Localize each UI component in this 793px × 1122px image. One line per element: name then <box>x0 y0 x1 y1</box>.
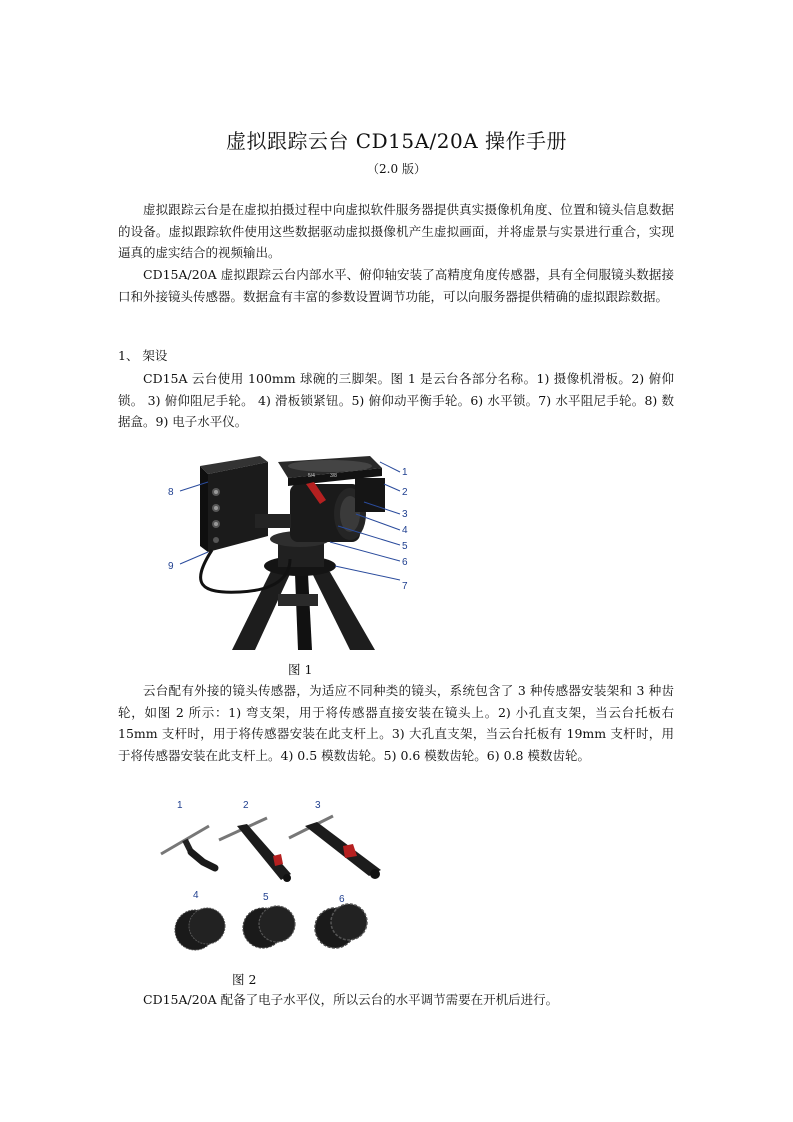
fig1-label-6: 6 <box>402 557 408 568</box>
fig1-label-1: 1 <box>402 467 408 478</box>
intro-paragraph-2: CD15A/20A 虚拟跟踪云台内部水平、俯仰轴安装了高精度角度传感器，具有全伺服镜头数据接口和外接镜头传感器。数据盒有丰富的参数设置调节功能，可以向服务器提供精确的虚拟跟踪数据。 <box>118 267 674 304</box>
fig1-label-9: 9 <box>168 561 174 572</box>
gear-0-8-module <box>315 904 367 948</box>
plate-mark-right: 3/8 <box>330 473 337 479</box>
fig2-label-5: 5 <box>263 892 269 903</box>
intro-paragraph-1: 虚拟跟踪云台是在虚拟拍摄过程中向虚拟软件服务器提供真实摄像机角度、位置和镜头信息数据的设备。虚拟跟踪软件使用这些数据驱动虚拟摄像机产生虚拟画面，并将虚景与实景进行重合，实现逼真的虚实结合的视频输出。 <box>118 202 674 260</box>
fig1-label-2: 2 <box>402 487 408 498</box>
document-version: （2.0 版） <box>367 162 426 176</box>
fig1-label-3: 3 <box>402 509 408 520</box>
fig1-label-8: 8 <box>168 487 174 498</box>
setup-paragraph-2: 云台配有外接的镜头传感器，为适应不同种类的镜头，系统包含了 3 种传感器安装架和 3 种齿轮，如图 2 所示：1) 弯支架，用于将传感器直接安装在镜头上。2) 小孔直支架，当云台托板右 15mm 支杆时，用于将传感器安装在此支杆上。3) 大孔直支架，当云台托板有 19mm 支杆时，用于将传感器安装在此支杆上。4) 0.5 模数齿轮。5) 0.6 模数齿轮。6) 0.8 模数齿轮。 <box>118 683 674 763</box>
figure-1-caption: 图 1 <box>288 662 313 677</box>
fig2-label-1: 1 <box>177 800 183 811</box>
document-title: 虚拟跟踪云台 CD15A/20A 操作手册 <box>225 129 568 153</box>
setup-paragraph-3: CD15A/20A 配备了电子水平仪，所以云台的水平调节需要在开机后进行。 <box>143 992 559 1007</box>
fig2-label-3: 3 <box>315 800 321 811</box>
fig2-label-2: 2 <box>243 800 249 811</box>
fig1-label-7: 7 <box>402 581 408 592</box>
section-heading-setup: 1、 架设 <box>118 348 168 363</box>
figure-2-sensor-mounts <box>155 796 395 960</box>
fig1-label-4: 4 <box>402 525 408 536</box>
fig1-label-5: 5 <box>402 541 408 552</box>
plate-mark-left: 5/4 <box>308 473 315 479</box>
figure-1-pan-tilt-head <box>160 444 430 650</box>
gear-0-6-module <box>243 906 295 948</box>
fig2-label-4: 4 <box>193 890 199 901</box>
fig2-label-6: 6 <box>339 894 345 905</box>
setup-paragraph-1: CD15A 云台使用 100mm 球碗的三脚架。图 1 是云台各部分名称。1) 摄像机滑板。2) 俯仰锁。 3) 俯仰阻尼手轮。 4) 滑板锁紧钮。5) 俯仰动平衡手轮。6) 水平锁。7) 水平阻尼手轮。8) 数据盒。9) 电子水平仪。 <box>118 371 674 429</box>
figure-2-caption: 图 2 <box>232 972 257 987</box>
gear-0-5-module <box>175 908 225 950</box>
